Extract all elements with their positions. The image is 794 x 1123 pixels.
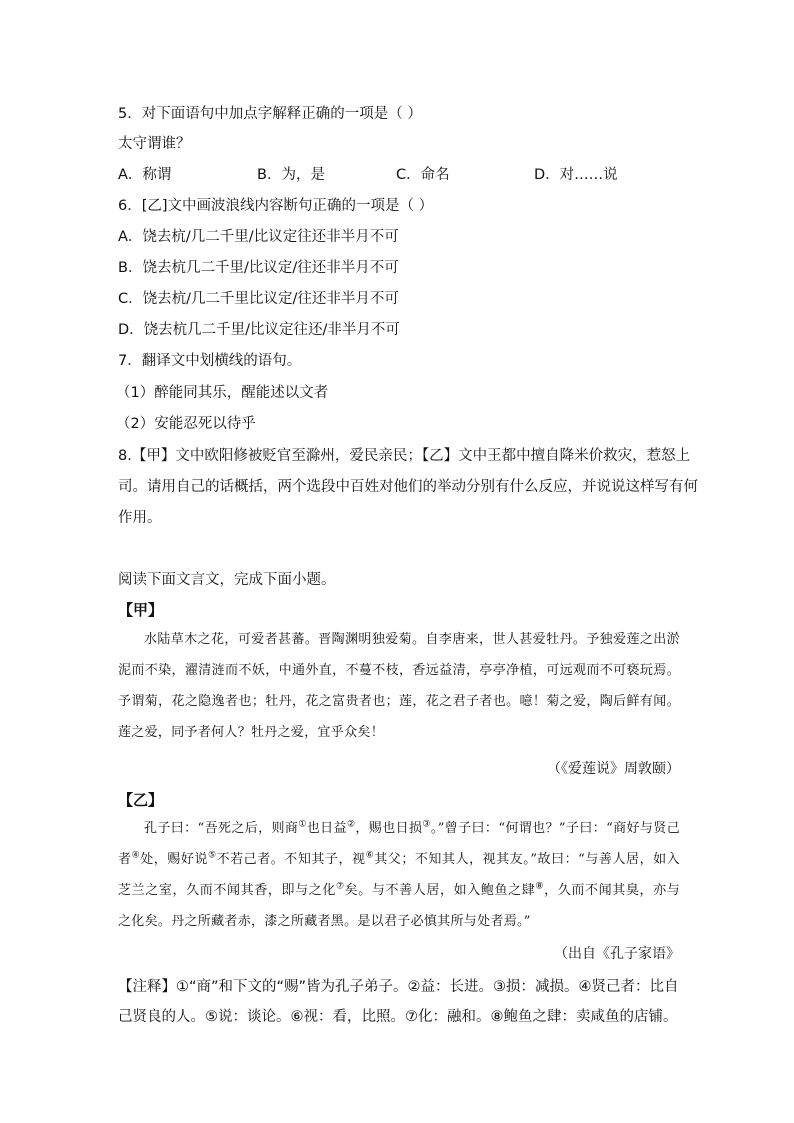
- question-8-line-3: 作用。: [118, 510, 162, 526]
- question-7-stem: 7．翻译文中划横线的语句。: [118, 353, 302, 369]
- question-5-option-d: D．对……说: [534, 167, 618, 183]
- note-mark: ⑧: [535, 881, 545, 892]
- passage-yi-label: 【乙】: [118, 791, 164, 809]
- note-mark: ①: [298, 819, 307, 830]
- question-5-stem: 5．对下面语句中加点字解释正确的一项是（ ）: [118, 106, 422, 122]
- question-7-item-2: （2）安能忍死以待乎: [116, 416, 256, 432]
- yi-segment: 处，赐好说: [140, 852, 208, 867]
- yi-segment: 孔子曰：“吾死之后，则商: [144, 821, 299, 836]
- yi-segment: 矣。与不善人居，如入鲍鱼之肆: [344, 883, 536, 898]
- annotations-line-1: 【注释】①“商”和下文的“赐”皆为孔子弟子。②益：长进。③损：减损。④贤己者：比自: [118, 979, 679, 995]
- question-5-option-a: A．称谓: [118, 167, 172, 183]
- question-7-item-1: （1）醉能同其乐，醒能述以文者: [116, 385, 329, 401]
- annotations-line-2: 己贤良的人。⑤说：谈论。⑥视：看，比照。⑦化：融和。⑧鲍鱼之肆：卖咸鱼的店铺。: [118, 1009, 678, 1025]
- reading-intro: 阅读下面文言文，完成下面小题。: [118, 572, 336, 588]
- passage-jia-source: （《爱莲说》周敦颐）: [547, 761, 680, 777]
- passage-yi-text: [118, 813, 680, 937]
- annotations: [118, 972, 680, 1032]
- question-6-option-c: C．饶去杭/几二千里比议定/往还非半月不可: [118, 291, 399, 307]
- yi-segment: ，久而不闻其臭，亦与之化矣。丹之所藏者赤，漆之所藏者黑。是以君子必慎其所与处者焉。”: [118, 883, 680, 929]
- note-mark: ⑤: [207, 850, 217, 861]
- yi-segment: 也日益: [306, 821, 347, 836]
- yi-segment: 。”曾子曰：“何谓也？”子曰：“商好与贤己者: [118, 821, 681, 867]
- yi-segment: 其父；不知其人，视其友。”故曰：“与善人居，如入芝兰之室，久而不闻其香，即与之化: [118, 852, 680, 898]
- note-mark: ⑥: [365, 850, 375, 861]
- note-mark: ③: [422, 819, 431, 830]
- note-mark: ④: [131, 850, 141, 861]
- question-6-option-b: B．饶去杭几二千里/比议定/往还非半月不可: [118, 260, 399, 276]
- passage-jia-text: 水陆草木之花，可爱者甚蕃。晋陶渊明独爱菊。自李唐来，世人甚爱牡丹。予独爱莲之出淤泥而不染，濯清涟而不妖，中通外直，不蔓不枝，香远益清，亭亭净植，可远观而不可亵玩焉。予谓菊，花之隐逸者也；牡丹，花之富贵者也；莲，花之君子者也。噫！菊之爱，陶后鲜有闻。莲之爱，同予者何人？牡丹之爱，宜乎众矣！: [118, 632, 680, 740]
- note-mark: ⑦: [335, 881, 345, 892]
- question-6-option-d: D．饶去杭几二千里/比议定往还/非半月不可: [118, 322, 400, 338]
- question-8-line-2: 司。请用自己的话概括，两个选段中百姓对他们的举动分别有什么反应，并说说这样写有何: [118, 479, 698, 495]
- question-6-stem: 6．[乙]文中画波浪线内容断句正确的一项是（ ）: [118, 198, 434, 214]
- yi-segment: 不若己者。不知其子，视: [216, 852, 366, 867]
- question-5-sentence: 太守谓谁？: [118, 136, 191, 152]
- question-5-option-b: B．为，是: [257, 167, 325, 183]
- passage-yi-source: （出自《孔子家语》: [554, 946, 680, 962]
- yi-segment: ，赐也日损: [355, 821, 423, 836]
- note-mark: ②: [346, 819, 356, 830]
- passage-yi: [118, 813, 680, 937]
- question-8-line-1: 8.【甲】文中欧阳修被贬官至滁州，爱民亲民；【乙】文中王都中擅自降米价救灾，惹怒上: [118, 448, 691, 464]
- passage-jia: [118, 624, 680, 748]
- question-5-option-c: C．命名: [396, 167, 450, 183]
- passage-jia-label: 【甲】: [118, 601, 164, 619]
- question-6-option-a: A．饶去杭/几二千里/比议定往还非半月不可: [118, 229, 399, 245]
